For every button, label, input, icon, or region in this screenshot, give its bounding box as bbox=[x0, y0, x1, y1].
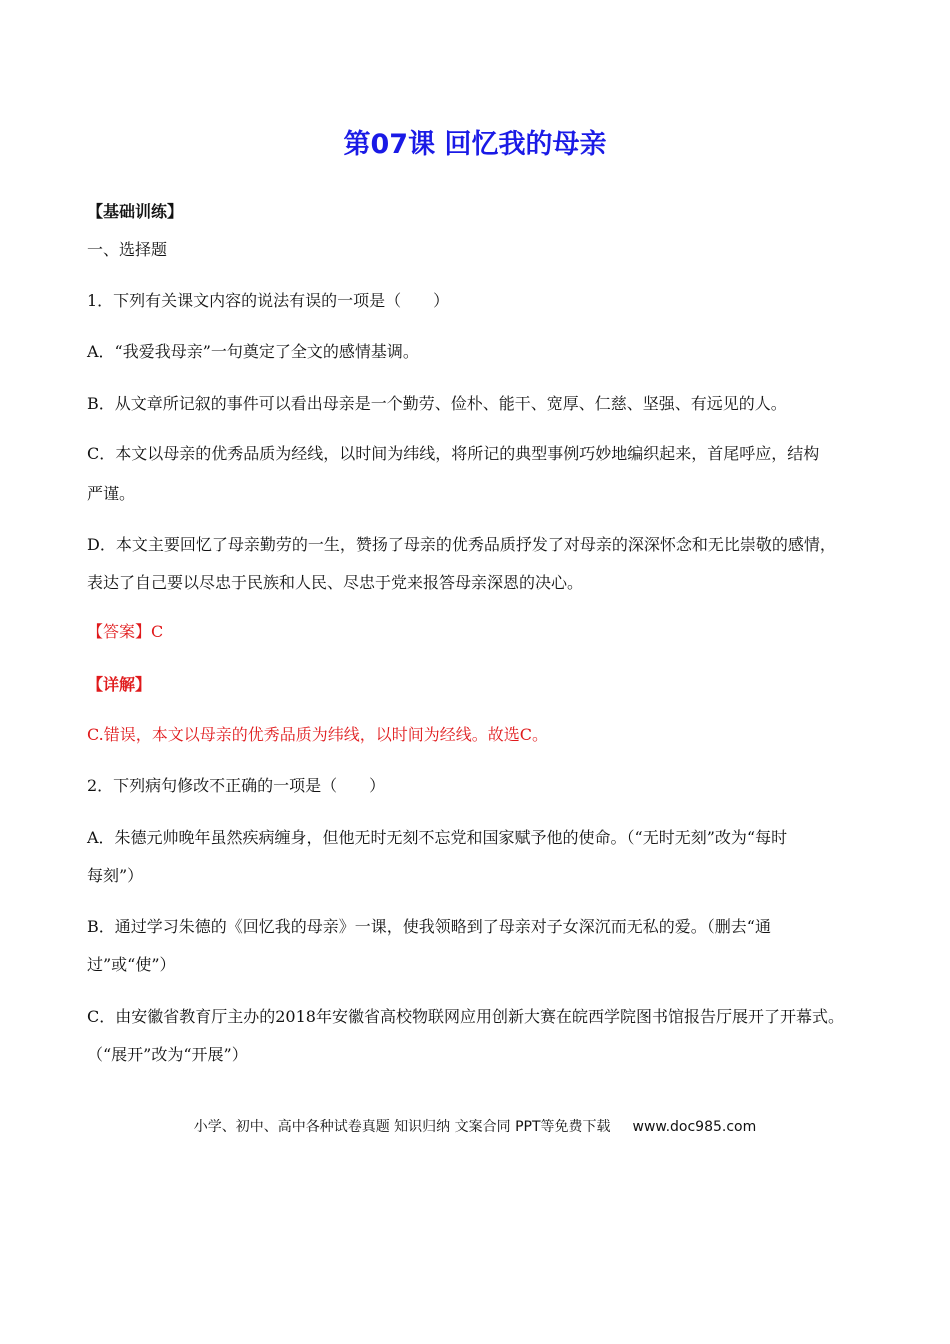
question-1-option-d-cont: 表达了自己要以尽忠于民族和人民、尽忠于党来报答母亲深恩的决心。 bbox=[87, 573, 584, 592]
footer-text: 小学、初中、高中各种试卷真题 知识归纳 文案合同 PPT等免费下载 bbox=[193, 1119, 611, 1135]
question-2-stem: 2．下列病句修改不正确的一项是（ ） bbox=[87, 776, 386, 795]
question-2-option-c-cont: （“展开”改为“开展”） bbox=[87, 1045, 248, 1064]
question-2-option-a-cont: 每刻”） bbox=[87, 866, 144, 885]
question-1-option-d: D．本文主要回忆了母亲勤劳的一生，赞扬了母亲的优秀品质抒发了对母亲的深深怀念和无比崇敬的感情， bbox=[87, 535, 836, 554]
question-2-option-b-cont: 过”或“使”） bbox=[87, 955, 176, 974]
question-2-option-a: A．朱德元帅晚年虽然疾病缠身，但他无时无刻不忘党和国家赋予他的使命。（“无时无刻”改为“每时 bbox=[87, 828, 788, 847]
question-1-option-a: A．“我爱我母亲”一句奠定了全文的感情基调。 bbox=[87, 342, 419, 361]
footer-url[interactable]: www.doc985.com bbox=[632, 1119, 757, 1135]
subsection-heading: 一、选择题 bbox=[87, 240, 168, 259]
question-1-option-c: C．本文以母亲的优秀品质为经线，以时间为纬线，将所记的典型事例巧妙地编织起来，首尾呼应，结构 bbox=[87, 444, 820, 463]
question-2-option-c: C．由安徽省教育厅主办的2018年安徽省高校物联网应用创新大赛在皖西学院图书馆报告厅展开了开幕式。 bbox=[87, 1007, 844, 1026]
page-title: 第07课 回忆我的母亲 bbox=[343, 129, 607, 160]
question-1-answer: 【答案】C bbox=[87, 622, 164, 641]
question-1-detail: C.错误，本文以母亲的优秀品质为纬线，以时间为经线。故选C。 bbox=[87, 725, 549, 744]
question-1-stem: 1．下列有关课文内容的说法有误的一项是（ ） bbox=[87, 291, 450, 310]
question-1-detail-label: 【详解】 bbox=[87, 675, 152, 694]
question-1-option-c-cont: 严谨。 bbox=[87, 484, 136, 503]
page-footer bbox=[0, 1116, 950, 1136]
question-1-option-b: B．从文章所记叙的事件可以看出母亲是一个勤劳、俭朴、能干、宽厚、仁慈、坚强、有远见的人。 bbox=[87, 394, 787, 413]
section-header: 【基础训练】 bbox=[87, 202, 184, 221]
question-2-option-b: B．通过学习朱德的《回忆我的母亲》一课，使我领略到了母亲对子女深沉而无私的爱。（删去“通 bbox=[87, 917, 771, 936]
